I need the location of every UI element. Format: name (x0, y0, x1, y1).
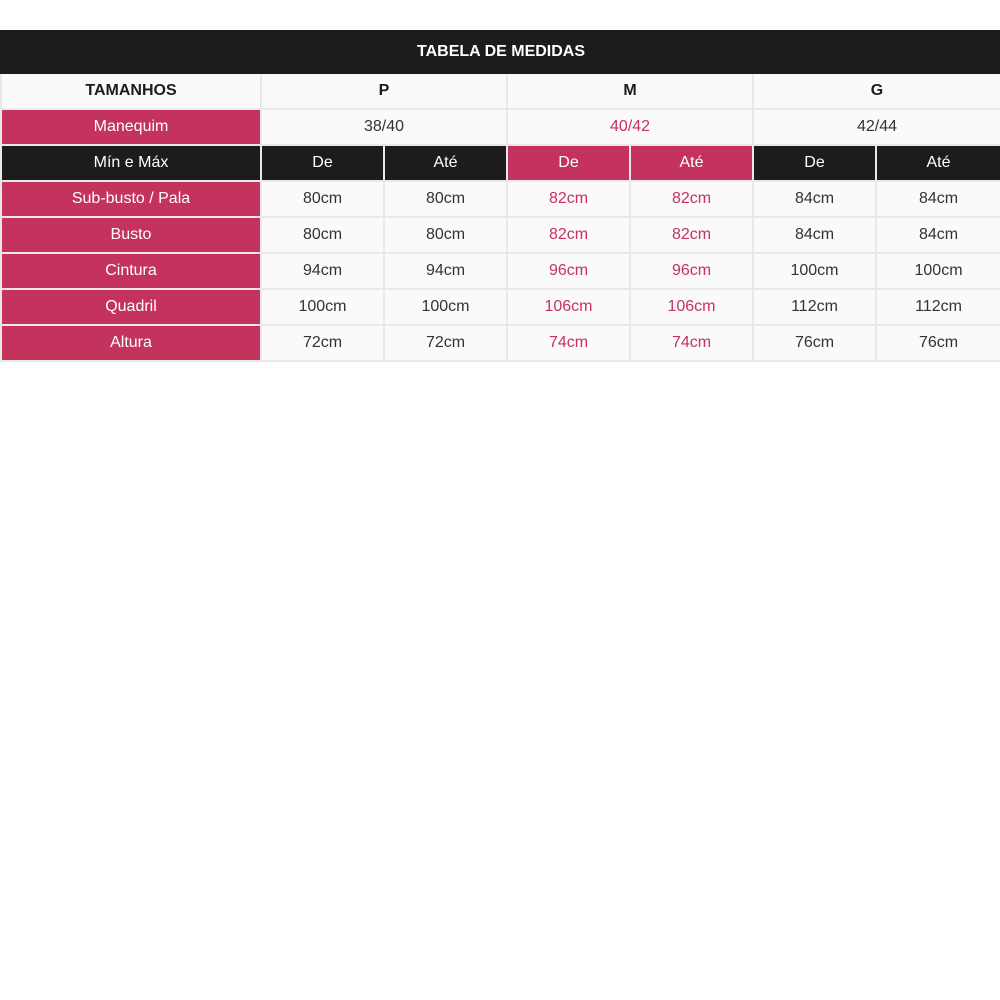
value-cell: 76cm (753, 325, 876, 361)
value-cell: 100cm (384, 289, 507, 325)
manequim-label: Manequim (1, 109, 261, 145)
value-cell: 84cm (753, 217, 876, 253)
title-row (1, 31, 1000, 73)
sizes-label: TAMANHOS (1, 73, 261, 109)
value-cell: 100cm (876, 253, 1000, 289)
value-cell: 80cm (384, 217, 507, 253)
g-from-header: De (753, 145, 876, 181)
table-title: TABELA DE MEDIDAS (1, 31, 1000, 73)
value-cell: 76cm (876, 325, 1000, 361)
manequim-g: 42/44 (753, 109, 1000, 145)
table-row (1, 217, 1000, 253)
sizes-row (1, 73, 1000, 109)
value-cell: 82cm (507, 217, 630, 253)
row-label: Quadril (1, 289, 261, 325)
g-to-header: Até (876, 145, 1000, 181)
m-from-header: De (507, 145, 630, 181)
manequim-p: 38/40 (261, 109, 507, 145)
row-label: Busto (1, 217, 261, 253)
value-cell: 94cm (261, 253, 384, 289)
value-cell: 84cm (876, 217, 1000, 253)
table-row (1, 289, 1000, 325)
size-chart-table (0, 30, 1000, 362)
size-m-header: M (507, 73, 753, 109)
row-label: Altura (1, 325, 261, 361)
table-row (1, 253, 1000, 289)
value-cell: 72cm (384, 325, 507, 361)
value-cell: 80cm (261, 217, 384, 253)
value-cell: 96cm (630, 253, 753, 289)
table-row (1, 325, 1000, 361)
value-cell: 82cm (507, 181, 630, 217)
table-row (1, 181, 1000, 217)
value-cell: 82cm (630, 181, 753, 217)
manequim-row (1, 109, 1000, 145)
m-to-header: Até (630, 145, 753, 181)
value-cell: 100cm (753, 253, 876, 289)
p-from-header: De (261, 145, 384, 181)
value-cell: 80cm (261, 181, 384, 217)
value-cell: 100cm (261, 289, 384, 325)
value-cell: 106cm (507, 289, 630, 325)
manequim-m: 40/42 (507, 109, 753, 145)
value-cell: 74cm (630, 325, 753, 361)
value-cell: 72cm (261, 325, 384, 361)
value-cell: 106cm (630, 289, 753, 325)
size-g-header: G (753, 73, 1000, 109)
minmax-label: Mín e Máx (1, 145, 261, 181)
value-cell: 112cm (753, 289, 876, 325)
row-label: Sub-busto / Pala (1, 181, 261, 217)
value-cell: 84cm (876, 181, 1000, 217)
size-p-header: P (261, 73, 507, 109)
value-cell: 112cm (876, 289, 1000, 325)
value-cell: 96cm (507, 253, 630, 289)
row-label: Cintura (1, 253, 261, 289)
p-to-header: Até (384, 145, 507, 181)
value-cell: 82cm (630, 217, 753, 253)
value-cell: 74cm (507, 325, 630, 361)
minmax-row (1, 145, 1000, 181)
value-cell: 94cm (384, 253, 507, 289)
value-cell: 84cm (753, 181, 876, 217)
value-cell: 80cm (384, 181, 507, 217)
